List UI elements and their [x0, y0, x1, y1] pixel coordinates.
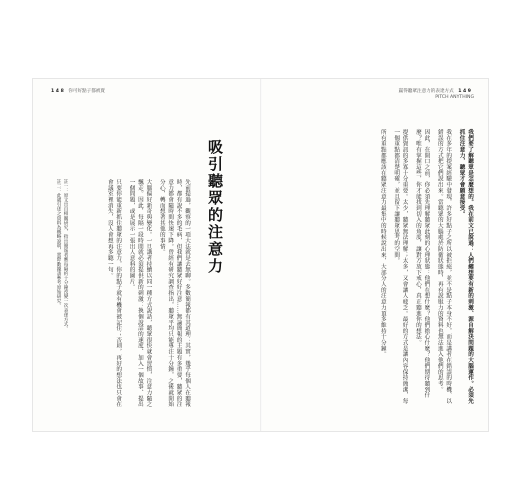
left-page-number: 1 4 8 — [51, 89, 64, 94]
left-page — [33, 79, 260, 431]
footnote-2: 註二：此處引述之資料為概略說明，實際數據請參考原始研究。 — [56, 179, 61, 308]
left-paragraph-3: 只要你能重新抓住聽眾的注意力，你的點子就有機會被記住；否則，再好的想法也只會在會議室裡消失，沒人會想再多聽一句。 — [106, 179, 122, 408]
left-body-text — [79, 179, 191, 411]
right-running-head: 贏得聽眾注意力的表達方式 — [398, 89, 454, 94]
right-paragraph-4: 提供資訊的多寡十分重要。太少，聽眾無法理解；太多，又會讓人疲乏。最好的方式是讓內容保持簡潔，每一個重點都清楚明確，並且留下讓聽眾思考的空間。 — [393, 129, 408, 404]
right-paragraph-5: 所有重點都應該在聽眾注意力最集中的時候說出來，大部分人的注意力頂多維持十分鐘。 — [379, 129, 386, 358]
right-body-text — [278, 129, 474, 409]
right-page-number: 1 4 9 — [458, 89, 471, 94]
right-running-header — [399, 89, 474, 100]
left-paragraph-2: 大腦偏好新奇與變化。一旦講者持續以同一種方式說話，聽眾很快就會習慣，注意力隨之飄走。因此，每隔一段時間就必須提供新的刺激：換個說話的速度、加入一個故事、提出一個問題，或是展示一張出人意料的圖片。 — [128, 179, 152, 408]
left-running-head: 你可好點子都被賣 — [68, 89, 106, 94]
right-paragraph-3: 因此，在開口之前，你必須先理解聽眾此刻的心理狀態：他們在想什麼？他們擔心什麼？他們期待聽到什麼？唯有掌握這些，你才能找到切入的角度，讓對方放下戒心，真正聽進你的想法。 — [414, 129, 430, 399]
left-running-header — [48, 89, 105, 95]
book-spread — [33, 79, 488, 431]
right-paragraph-1: 我們要了解聽眾是怎麼想的。我在前文已說過：人們總想要有新的刺激、源自解決問題的大腦運作。必須先抓住注意力，聽眾才會願意接受。 — [458, 129, 473, 404]
footnote-1: 註一：原文出自相關研究，指出簡報者應每隔約十分鐘改變一次表達方式。 — [63, 179, 68, 331]
right-paragraph-2: 我在多年的提案經驗中發現，許多好點子之所以被拒絕，並不是點子本身不好，而是講者在錯誤的時機、以錯誤的方式把它們說出來。當聽眾的大腦處於防衛狀態時，再有說服力的資料也無法進入他們的思考。 — [436, 129, 452, 404]
right-page — [262, 79, 488, 431]
left-paragraph-1: 先前提過，觀察的一項大法就是去無聊。多數簡報都有其道理：其實，幾乎每個人在聽報時，都有說不多的毛病，但我們讓聽眾好好注意……無論簡報的主題有多重要，聽眾的注意力都會隨時間快速下降。曾經有研究調查指出，聽眾平均只能專注十分鐘，之後就開始分心，轉而想著其他的事情。 — [158, 179, 190, 408]
footnotes — [43, 179, 69, 411]
right-running-head-english: PITCH ANYTHING — [435, 94, 474, 100]
chapter-title: 吸引聽眾的注意力 — [206, 139, 224, 275]
